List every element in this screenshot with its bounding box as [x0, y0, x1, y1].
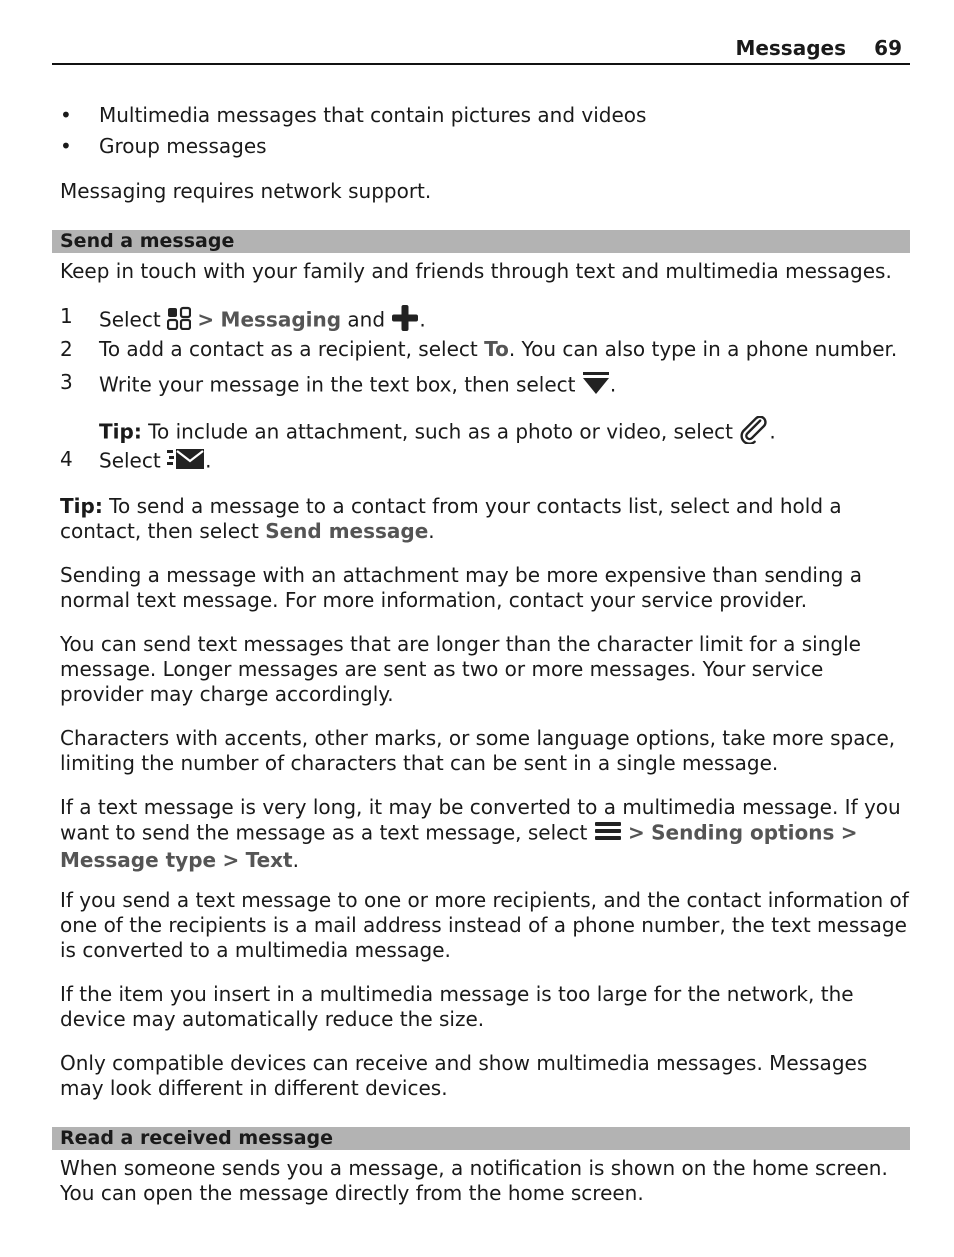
- send-envelope-icon: [167, 447, 205, 477]
- sending-options-label: Sending options: [651, 820, 835, 845]
- section-heading-bar: [52, 230, 910, 253]
- para-attachment: Sending a message with an attachment may be more expensive than sending a normal text message. For more information, contact your service provider.: [60, 563, 862, 612]
- plus-icon: [391, 304, 419, 338]
- tip-contact: Tip: To send a message to a contact from your contacts list, select and hold a contact, then select Send message.: [60, 494, 842, 543]
- page-header: [52, 36, 910, 65]
- apps-icon: [167, 306, 191, 336]
- send-message-label: Send message: [265, 519, 429, 543]
- text-label: Text: [245, 848, 293, 872]
- para-convert: If a text message is very long, it may be converted to a multimedia message. If you want to send the message as a text message, select > Sending options > Message type > Text.: [60, 795, 901, 872]
- send-arrow-icon: [582, 370, 610, 402]
- network-note: Messaging requires network support.: [60, 179, 432, 203]
- section-heading-bar: [52, 1127, 910, 1150]
- manual-page: Messages 69 • Multimedia messages that contain pictures and videos • Group messages Messaging requires network support. Send a message Keep in touch with your family and friends through text and multimedia messages. 1 Select > Messaging and . 2 To add a contact as a recipient, select To. You can also type in a phone number. 3 Write your message in the text box, then select . Tip: To include an attachment, such as a photo or video, select . 4 Select . Tip: To send a message to a contact from your contacts list, select and hold a contact, then select Send message. Sending a message with an attachment may be more expensive than sending a normal text message. For more information, contact your service provider. You can send text messages that are longer than the character limit for a single message. Longer messages are sent as two or more messages. Your service provider may charge accordingly. Characters with accents, other marks, or some language options, take more space, limiting the number of characters that can be sent in a single message. If a text message is very long, it may be converted to a multimedia message. If you want to send the message as a text message, select > Sending options > Message type > Text. If you send a text message to one or more recipients, and the contact information of one of the recipients is a mail address instead of a phone number, the text message is converted to a multimedia message. If the item you insert in a multimedia message is too large for the network, the device may automatically reduce the size. Only compatible devices can receive and show multimedia messages. Messages may look different in different devices. Read a received message When someone sends you a message, a notification is shown on the home screen. You can open the message directly from the home screen.: [0, 0, 954, 1257]
- page-number: 69: [874, 36, 902, 60]
- menu-icon: [594, 820, 622, 848]
- para-compatible: Only compatible devices can receive and show multimedia messages. Messages may look different in different devices.: [60, 1051, 868, 1100]
- header-section-title: Messages: [735, 36, 846, 60]
- message-type-label: Message type: [60, 848, 217, 872]
- para-size: If the item you insert in a multimedia message is too large for the network, the device may automatically reduce the size.: [60, 982, 854, 1031]
- para-long-messages: You can send text messages that are longer than the character limit for a single message. Longer messages are sent as two or more messages. Your service provider may charge accordingly.: [60, 632, 861, 706]
- read-text: When someone sends you a message, a notification is shown on the home screen. You can open the message directly from the home screen.: [60, 1156, 888, 1205]
- paperclip-icon: [739, 416, 769, 450]
- messaging-label: Messaging: [220, 307, 342, 332]
- to-label: To: [484, 337, 509, 361]
- para-mail-address: If you send a text message to one or more recipients, and the contact information of one of the recipients is a mail address instead of a phone number, the text message is converted to a multimedia message.: [60, 888, 909, 962]
- para-accents: Characters with accents, other marks, or some language options, take more space, limiting the number of characters that can be sent in a single message.: [60, 726, 896, 775]
- section-heading: Read a received message: [60, 1127, 334, 1149]
- section-heading: Send a message: [60, 230, 235, 252]
- send-intro: Keep in touch with your family and friends through text and multimedia messages.: [60, 259, 892, 283]
